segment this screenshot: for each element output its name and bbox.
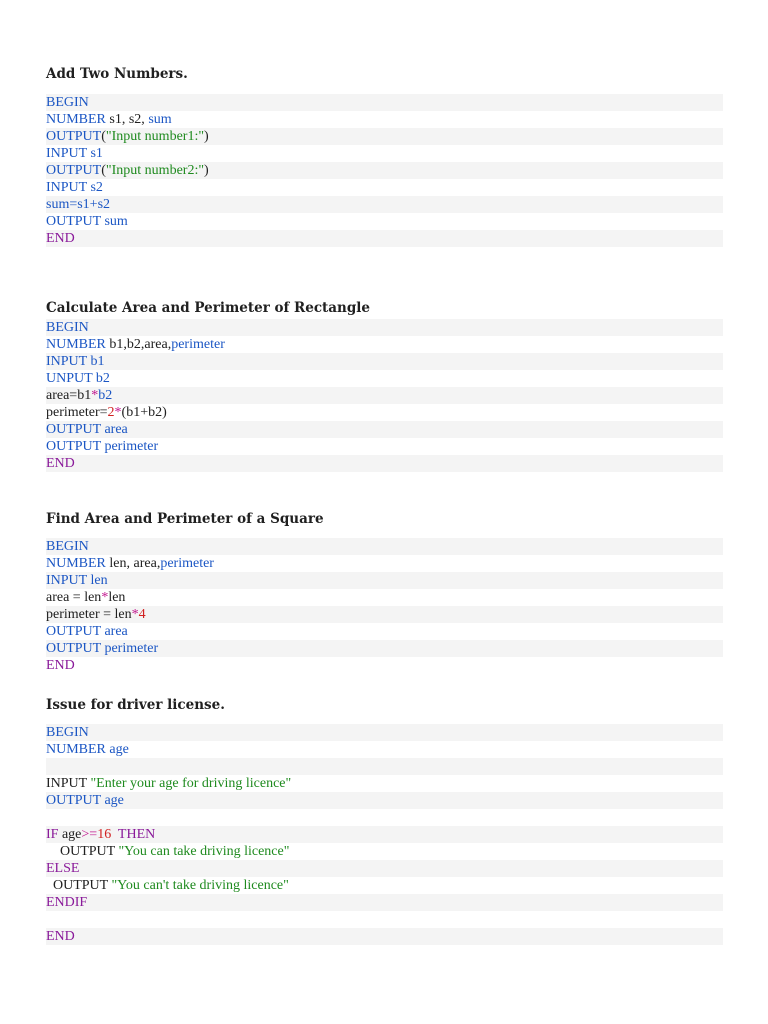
code-token: OUTPUT age	[46, 793, 124, 808]
code-token: "Input number1:"	[105, 129, 205, 144]
code-line	[46, 928, 723, 945]
code-line	[46, 196, 723, 213]
code-line	[46, 538, 723, 555]
code-line	[46, 162, 723, 179]
code-token: perimeter = len	[46, 607, 132, 622]
code-block-square	[46, 538, 723, 674]
code-token: len, area,	[109, 556, 161, 571]
code-line	[46, 438, 723, 455]
code-token: OUTPUT perimeter	[46, 641, 159, 656]
code-token: END	[46, 456, 75, 471]
code-line	[46, 230, 723, 247]
code-token: b2	[98, 388, 113, 403]
code-token: (	[101, 129, 106, 144]
code-token: END	[46, 929, 75, 944]
code-token: OUTPUT perimeter	[46, 439, 159, 454]
code-token: age	[61, 827, 82, 842]
code-token: b1,b2,area,	[109, 337, 172, 352]
code-line	[46, 179, 723, 196]
code-token: *	[114, 405, 122, 420]
code-line	[46, 555, 723, 572]
code-token: perimeter=	[46, 405, 108, 420]
code-line	[46, 370, 723, 387]
code-token: 16	[97, 827, 112, 842]
code-token: INPUT b1	[46, 354, 105, 369]
code-token: BEGIN	[46, 320, 89, 335]
code-token: 4	[138, 607, 146, 622]
code-line	[46, 336, 723, 353]
code-line	[46, 843, 723, 860]
code-line	[46, 877, 723, 894]
code-token: THEN	[111, 827, 156, 842]
code-token: OUTPUT	[46, 129, 102, 144]
code-line	[46, 213, 723, 230]
section-title-driver-license: Issue for driver license.	[46, 697, 225, 713]
code-token: IF	[46, 827, 62, 842]
code-token: "You can take driving licence"	[118, 844, 290, 859]
code-line	[46, 111, 723, 128]
code-token: UNPUT b2	[46, 371, 110, 386]
code-token: "Enter your age for driving licence"	[90, 776, 292, 791]
code-token: ENDIF	[46, 895, 88, 910]
code-token: NUMBER	[46, 556, 110, 571]
code-token: OUTPUT area	[46, 624, 128, 639]
code-token: >=	[81, 827, 98, 842]
code-token: area = len	[46, 590, 102, 605]
code-line	[46, 758, 723, 775]
code-line	[46, 572, 723, 589]
code-block-driver-license	[46, 724, 723, 945]
code-line	[46, 319, 723, 336]
code-line	[46, 387, 723, 404]
code-token: *	[131, 607, 139, 622]
code-line	[46, 741, 723, 758]
code-line	[46, 894, 723, 911]
code-line	[46, 421, 723, 438]
code-token: OUTPUT	[46, 844, 119, 859]
code-line	[46, 94, 723, 111]
code-token: 2	[107, 405, 115, 420]
code-line	[46, 911, 723, 928]
code-line	[46, 404, 723, 421]
code-line	[46, 657, 723, 674]
code-token: INPUT	[46, 776, 91, 791]
code-token: s1, s2,	[109, 112, 149, 127]
code-token: BEGIN	[46, 725, 89, 740]
section-title-square: Find Area and Perimeter of a Square	[46, 511, 324, 527]
code-line	[46, 724, 723, 741]
code-token: *	[101, 590, 109, 605]
code-token: (	[101, 163, 106, 178]
code-token: BEGIN	[46, 95, 89, 110]
code-token: (b1+b2)	[121, 405, 167, 420]
code-token: NUMBER age	[46, 742, 129, 757]
code-token: NUMBER	[46, 337, 110, 352]
code-token: len	[108, 590, 126, 605]
code-token: OUTPUT	[46, 163, 102, 178]
code-block-rectangle	[46, 319, 723, 472]
code-token: INPUT len	[46, 573, 108, 588]
code-line	[46, 606, 723, 623]
code-token: OUTPUT	[46, 878, 112, 893]
code-token: BEGIN	[46, 539, 89, 554]
code-line	[46, 826, 723, 843]
code-line	[46, 145, 723, 162]
code-line	[46, 860, 723, 877]
code-token: sum	[148, 112, 172, 127]
code-token: perimeter	[171, 337, 225, 352]
code-token: NUMBER	[46, 112, 110, 127]
code-line	[46, 455, 723, 472]
code-block-add-two-numbers	[46, 94, 723, 247]
code-token: OUTPUT area	[46, 422, 128, 437]
code-token: END	[46, 658, 75, 673]
code-token: perimeter	[160, 556, 214, 571]
code-line	[46, 809, 723, 826]
code-line	[46, 792, 723, 809]
code-token: OUTPUT sum	[46, 214, 128, 229]
code-line	[46, 775, 723, 792]
code-token: INPUT s1	[46, 146, 103, 161]
code-token: *	[91, 388, 99, 403]
code-line	[46, 640, 723, 657]
code-token: sum=s1+s2	[46, 197, 111, 212]
code-line	[46, 353, 723, 370]
section-title-rectangle: Calculate Area and Perimeter of Rectangle	[46, 300, 371, 316]
code-token: "You can't take driving licence"	[111, 878, 289, 893]
code-token: )	[204, 129, 209, 144]
section-title-add-two-numbers: Add Two Numbers.	[46, 66, 188, 82]
code-token: ELSE	[46, 861, 80, 876]
code-token: INPUT s2	[46, 180, 103, 195]
code-token: END	[46, 231, 75, 246]
code-token: "Input number2:"	[105, 163, 205, 178]
code-line	[46, 623, 723, 640]
code-line	[46, 589, 723, 606]
code-token: area=b1	[46, 388, 92, 403]
code-line	[46, 128, 723, 145]
code-token: )	[204, 163, 209, 178]
